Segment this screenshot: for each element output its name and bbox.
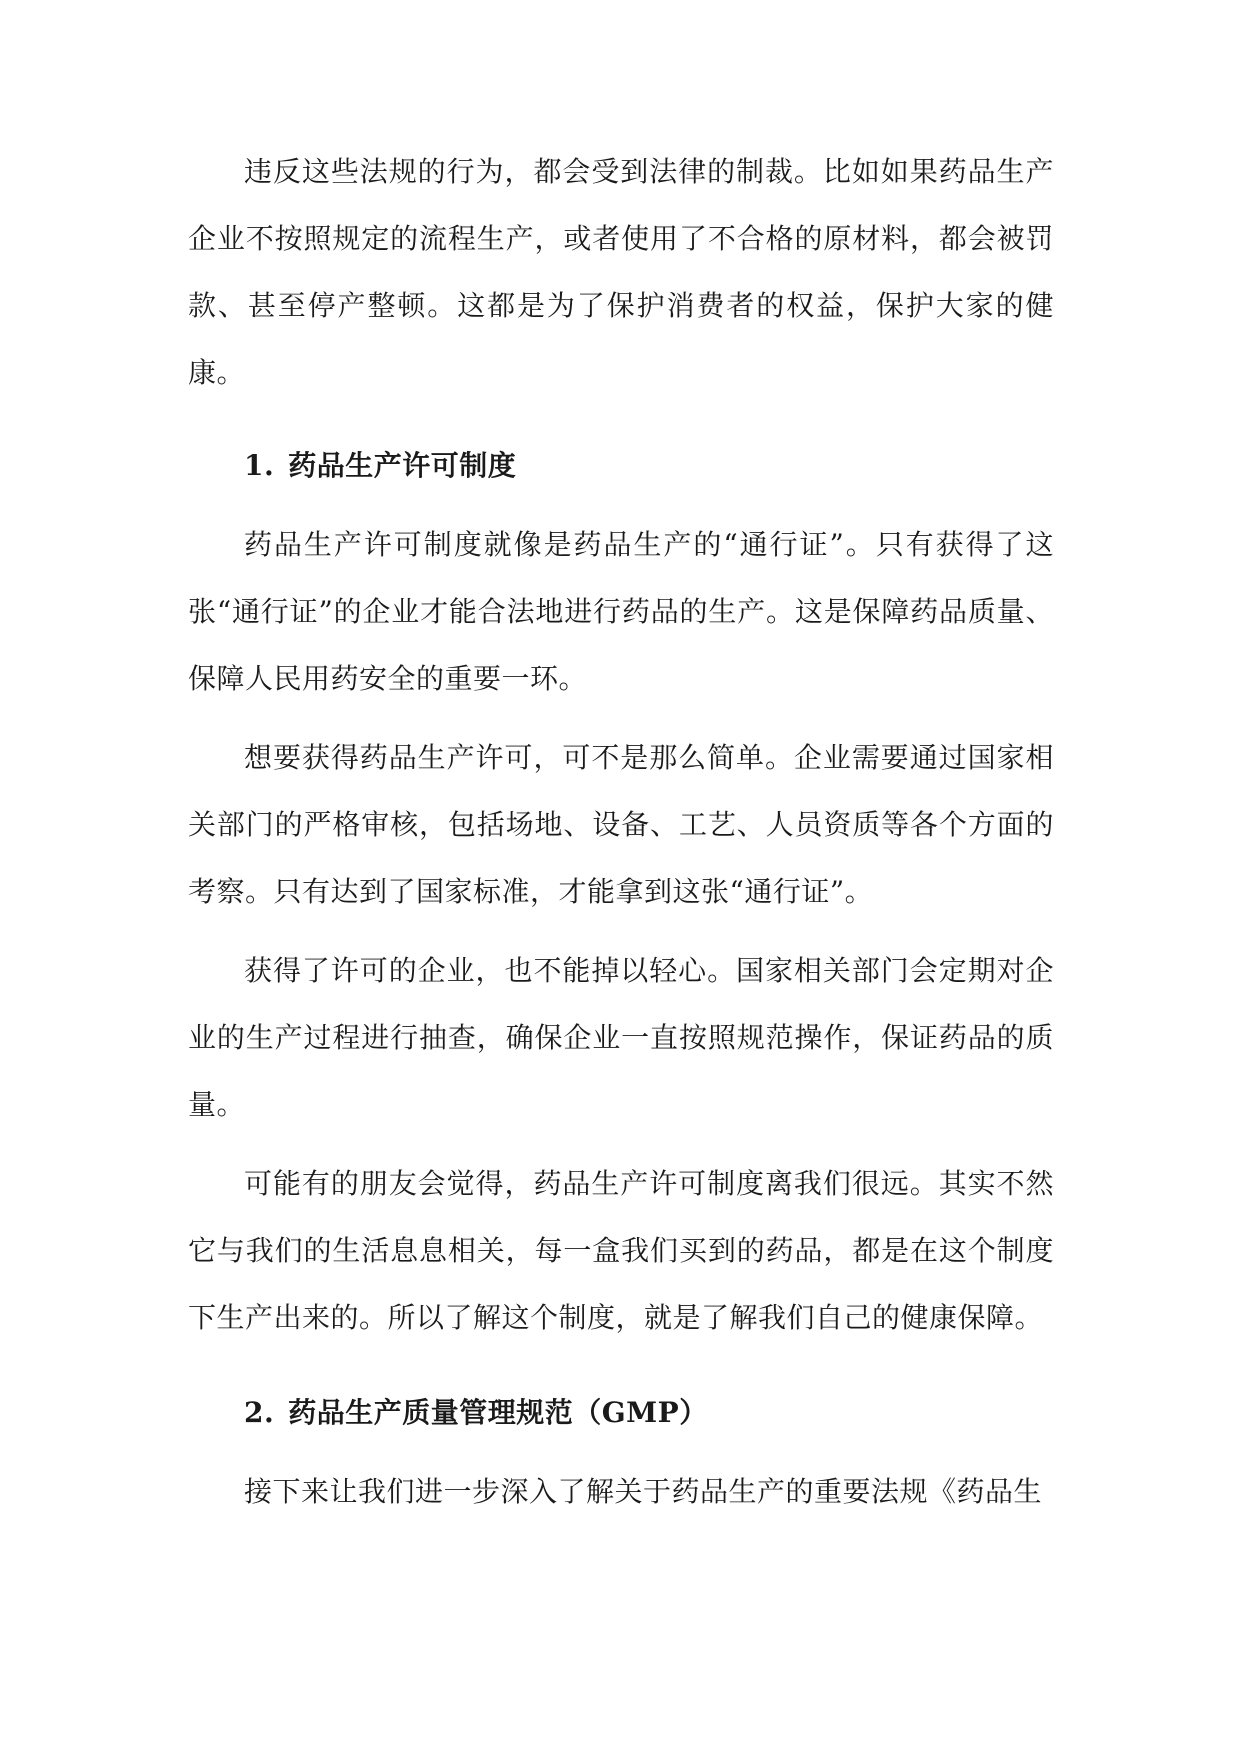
- paragraph-penalties: 违反这些法规的行为，都会受到法律的制裁。比如如果药品生产企业不按照规定的流程生产，或者使用了不合格的原材料，都会被罚款、甚至停产整顿。这都是为了保护消费者的权益，保护大家的健康。: [188, 155, 1054, 389]
- section-title: 药品生产质量管理规范（GMP）: [288, 1396, 708, 1429]
- section-heading-production-license: [188, 432, 1054, 499]
- paragraph-gmp-intro: 接下来让我们进一步深入了解关于药品生产的重要法规《药品生: [244, 1475, 1043, 1508]
- section-number: 1.: [244, 449, 275, 482]
- paragraph-license-inspection: 获得了许可的企业，也不能掉以轻心。国家相关部门会定期对企业的生产过程进行抽查，确保企业一直按照规范操作，保证药品的质量。: [188, 954, 1054, 1121]
- section-heading-gmp: [188, 1379, 1054, 1446]
- paragraph-license-intro: 药品生产许可制度就像是药品生产的“通行证”。只有获得了这张“通行证”的企业才能合法地进行药品的生产。这是保障药品质量、保障人民用药安全的重要一环。: [188, 528, 1054, 695]
- document-body: [188, 138, 1054, 1537]
- section-title: 药品生产许可制度: [288, 449, 517, 482]
- section-number: 2.: [244, 1396, 275, 1429]
- paragraph-license-requirements: 想要获得药品生产许可，可不是那么简单。企业需要通过国家相关部门的严格审核，包括场地、设备、工艺、人员资质等各个方面的考察。只有达到了国家标准，才能拿到这张“通行证”。: [188, 741, 1054, 908]
- paragraph-license-relevance: 可能有的朋友会觉得，药品生产许可制度离我们很远。其实不然它与我们的生活息息相关，每一盒我们买到的药品，都是在这个制度下生产出来的。所以了解这个制度，就是了解我们自己的健康保障。: [188, 1167, 1054, 1334]
